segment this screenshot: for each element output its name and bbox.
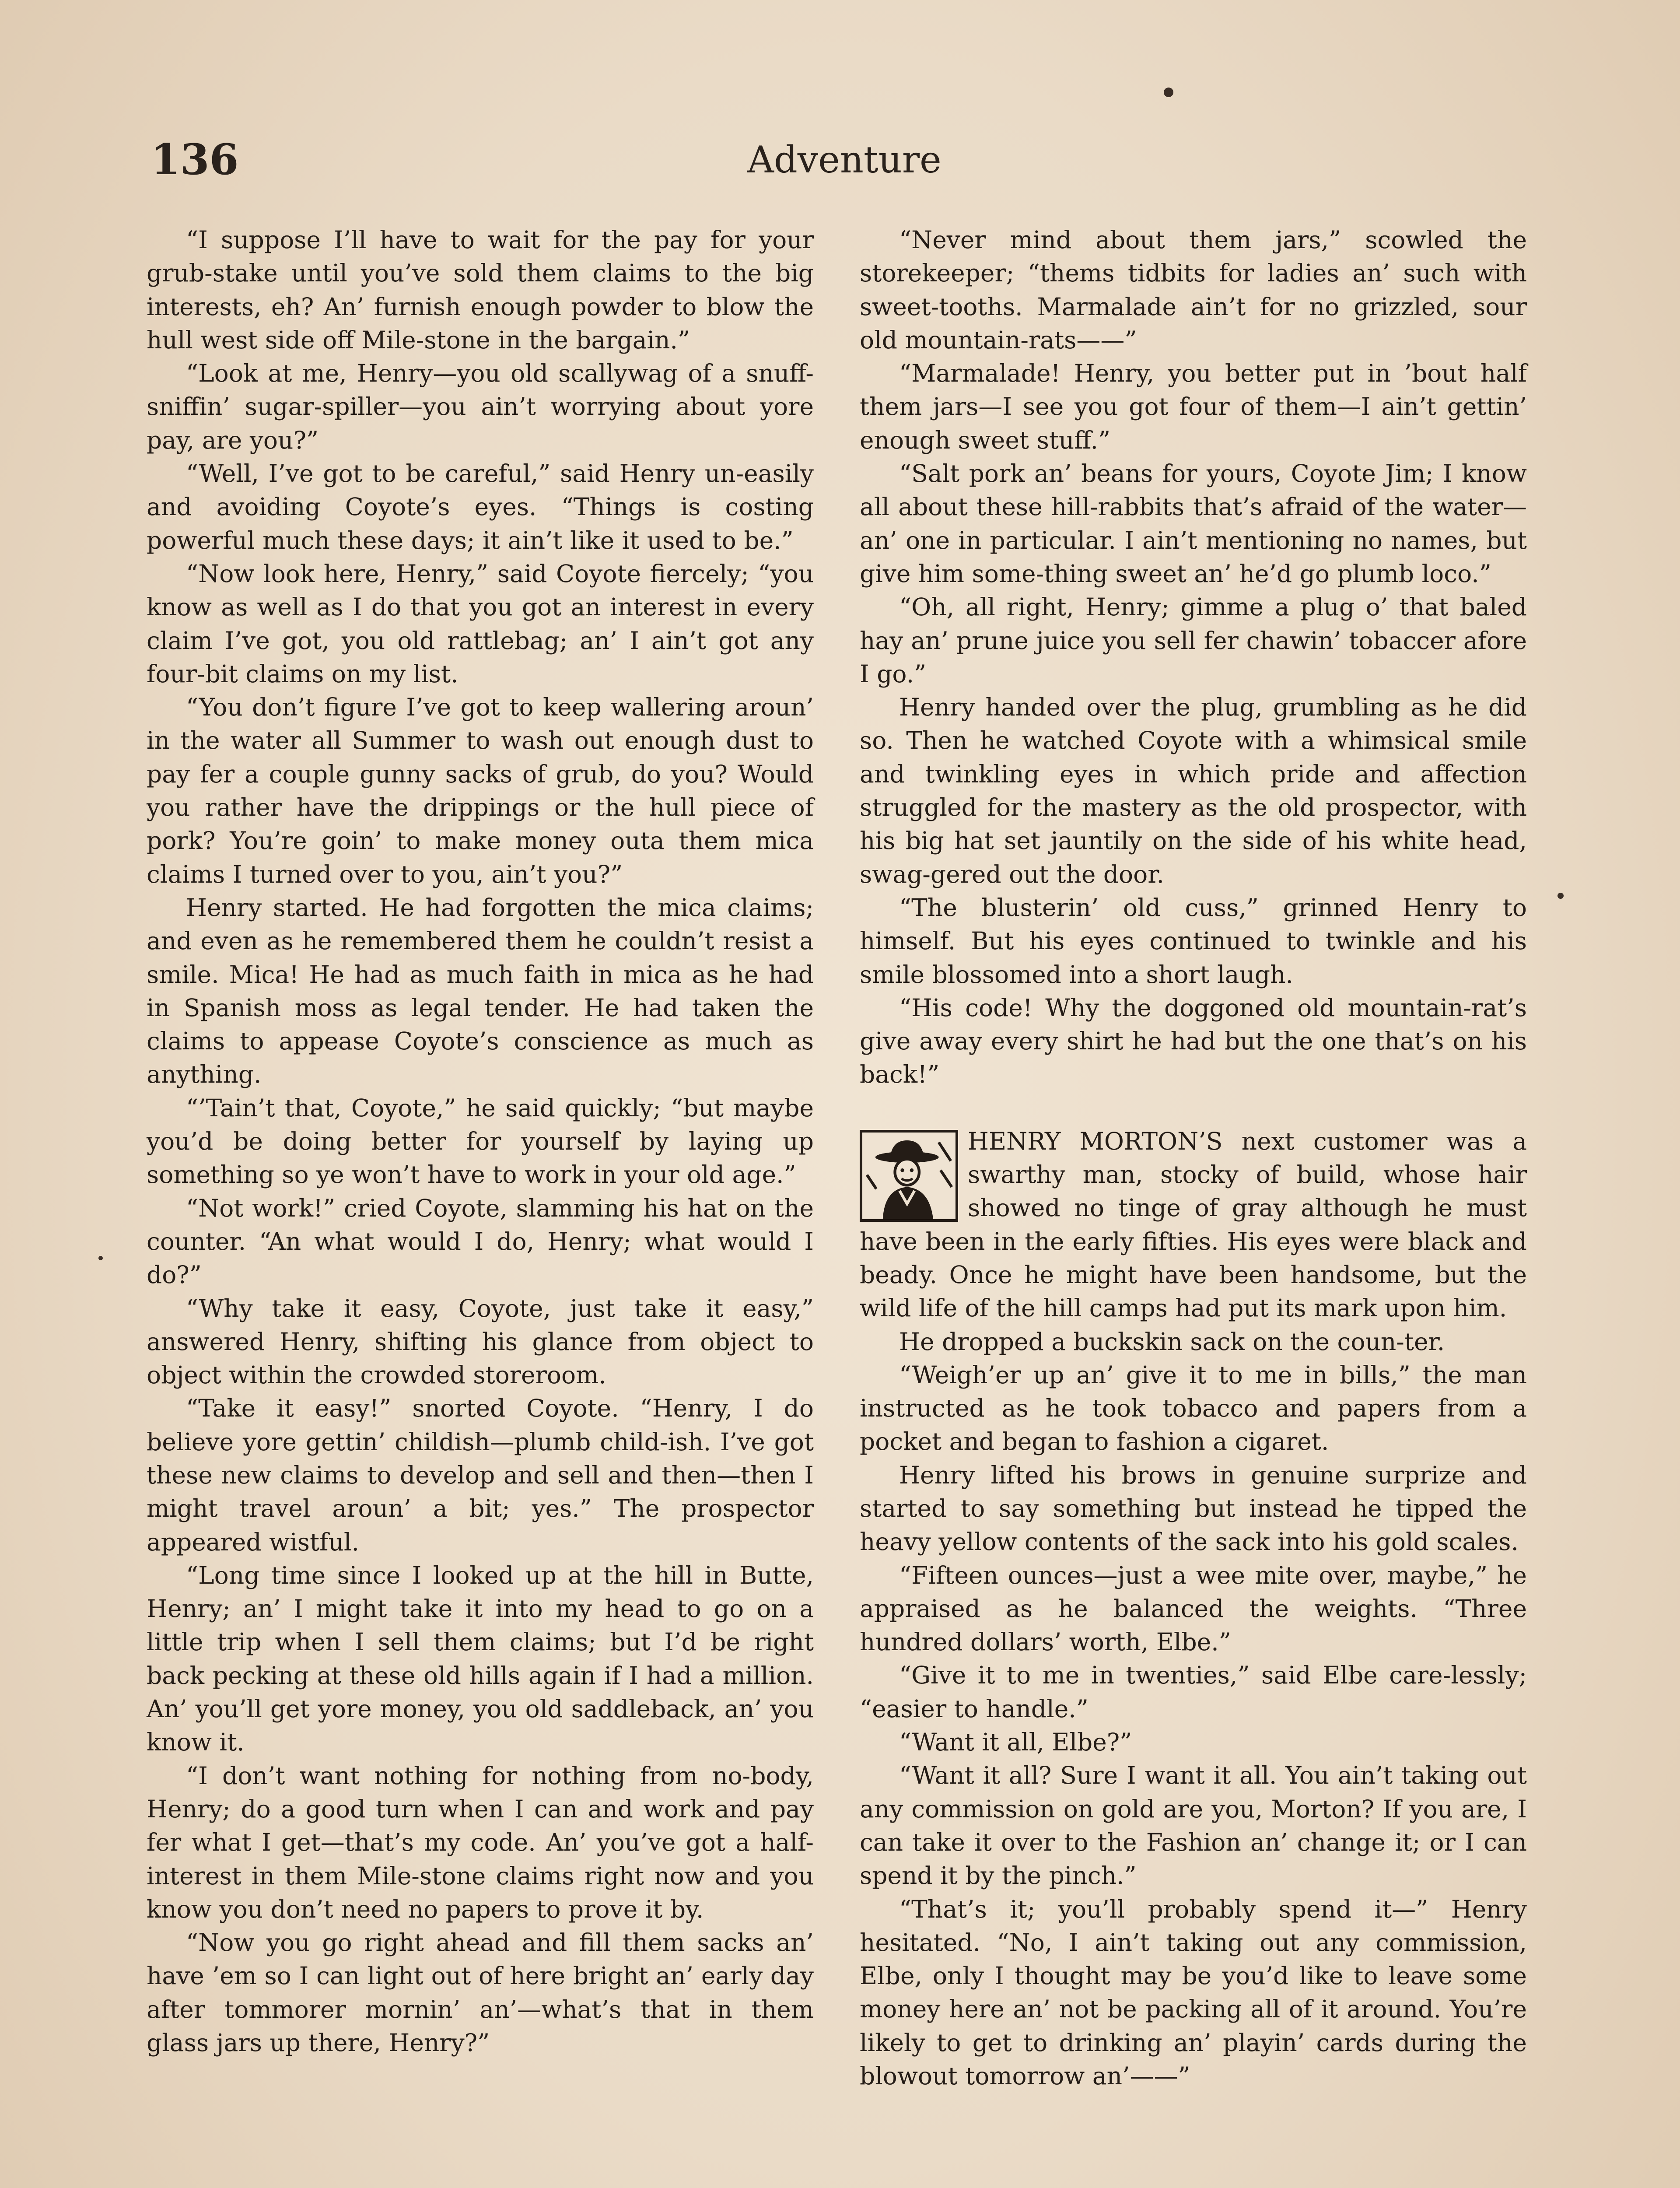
- right-column: [860, 223, 1527, 2093]
- paragraph: “I don’t want nothing for nothing from no-body, Henry; do a good turn when I can and work and pay fer what I get—that’s my code. An’ you’ve got a half-interest in them Mile-stone claims right now and you know you don’t need no papers to prove it by.: [147, 1761, 814, 1923]
- paragraph: “His code! Why the doggoned old mountain-rat’s give away every shirt he had but the one that’s on his back!”: [860, 993, 1527, 1089]
- paragraph: “Weigh’er up an’ give it to me in bills,” the man instructed as he took tobacco and papers from a pocket and began to fashion a cigaret.: [860, 1360, 1527, 1456]
- paragraph: Henry lifted his brows in genuine surprize and started to say something but instead he tipped the heavy yellow contents of the sack into his gold scales.: [860, 1461, 1527, 1556]
- paragraph: “Now look here, Henry,” said Coyote fiercely; “you know as well as I do that you got an interest in every claim I’ve got, you old rattlebag; an’ I ain’t got any four-bit claims on my list.: [147, 559, 814, 688]
- paragraph: “That’s it; you’ll probably spend it—” Henry hesitated. “No, I ain’t taking out any commission, Elbe, only I thought may be you’d like to leave some money here an’ not be packing all of it around. You’re likely to get to drinking an’ playin’ cards during the blowout tomorrow an’——”: [860, 1895, 1527, 2090]
- paragraph: “Want it all? Sure I want it all. You ain’t taking out any commission on gold are you, Morton? If you are, I can take it over to the Fashion an’ change it; or I can spend it by the pinch.”: [860, 1761, 1527, 1890]
- paragraph: “’Tain’t that, Coyote,” he said quickly; “but maybe you’d be doing better for yourself by laying up something so ye won’t have to work in your old age.”: [147, 1094, 814, 1189]
- cowboy-illustration-icon: [860, 1130, 958, 1222]
- paragraph: “The blusterin’ old cuss,” grinned Henry to himself. But his eyes continued to twinkle and his smile blossomed into a short laugh.: [860, 893, 1527, 989]
- paragraph: “Marmalade! Henry, you better put in ’bout half them jars—I see you got four of them—I ain’t gettin’ enough sweet stuff.”: [860, 359, 1527, 454]
- paragraph: Henry handed over the plug, grumbling as he did so. Then he watched Coyote with a whimsical smile and twinkling eyes in which pride and affection struggled for the mastery as the old prospector, with his big hat set jauntily on the side of his white head, swag-gered out the door.: [860, 693, 1527, 888]
- paragraph: “Long time since I looked up at the hill in Butte, Henry; an’ I might take it into my head to go on a little trip when I sell them claims; but I’d be right back pecking at these old hills again if I had a million. An’ you’ll get yore money, you old saddleback, an’ you know it.: [147, 1561, 814, 1757]
- paragraph: Henry started. He had forgotten the mica claims; and even as he remembered them he couldn’t resist a smile. Mica! He had as much faith in mica as he had in Spanish moss as legal tender. He had taken the claims to appease Coyote’s conscience as much as anything.: [147, 893, 814, 1089]
- paragraph: “I suppose I’ll have to wait for the pay for your grub-stake until you’ve sold them claims to the big interests, eh? An’ furnish enough powder to blow the hull west side off Mile-stone in the bargain.”: [147, 226, 814, 354]
- paragraph: He dropped a buckskin sack on the coun-ter.: [899, 1327, 1445, 1356]
- paper-speck: [1164, 88, 1173, 97]
- section-opening-paragraph: HENRY MORTON’S next customer was a swarthy man, stocky of build, whose hair showed no tinge of gray although he must have been in the early fifties. His eyes were black and beady. Once he might have been handsome, but the wild life of the hill camps had put its mark upon him.: [860, 1127, 1527, 1322]
- paragraph: “Well, I’ve got to be careful,” said Henry un-easily and avoiding Coyote’s eyes. “Things is costing powerful much these days; it ain’t like it used to be.”: [147, 459, 814, 554]
- paragraph: “Oh, all right, Henry; gimme a plug o’ that baled hay an’ prune juice you sell fer chawin’ tobaccer afore I go.”: [860, 593, 1527, 688]
- page-number: 136: [151, 135, 239, 184]
- paragraph: “Take it easy!” snorted Coyote. “Henry, I do believe yore gettin’ childish—plumb child-ish. I’ve got these new claims to develop and sell and then—then I might travel aroun’ a bit; yes.” The prospector appeared wistful.: [147, 1394, 814, 1556]
- paragraph: “Fifteen ounces—just a wee mite over, maybe,” he appraised as he balanced the weights. “Three hundred dollars’ worth, Elbe.”: [860, 1561, 1527, 1656]
- left-column: [147, 223, 814, 2059]
- section-break: [860, 1091, 1527, 1125]
- paragraph: “Never mind about them jars,” scowled the storekeeper; “thems tidbits for ladies an’ such with sweet-tooths. Marmalade ain’t for no grizzled, sour old mountain-rats——”: [860, 226, 1527, 354]
- paragraph: “You don’t figure I’ve got to keep wallering aroun’ in the water all Summer to wash out enough dust to pay fer a couple gunny sacks of grub, do you? Would you rather have the drippings or the hull piece of pork? You’re goin’ to make money outa them mica claims I turned over to you, ain’t you?”: [147, 693, 814, 888]
- paragraph: “Salt pork an’ beans for yours, Coyote Jim; I know all about these hill-rabbits that’s afraid of the water—an’ one in particular. I ain’t mentioning no names, but give him some-thing sweet an’ he’d go plumb loco.”: [860, 459, 1527, 588]
- page-header: [151, 127, 1538, 193]
- magazine-title: Adventure: [747, 138, 942, 181]
- paragraph: “Now you go right ahead and fill them sacks an’ have ’em so I can light out of here bright an’ early day after tommorer mornin’ an’—what’s that in them glass jars up there, Henry?”: [147, 1929, 814, 2057]
- paragraph: “Look at me, Henry—you old scallywag of a snuff-sniffin’ sugar-spiller—you ain’t worrying about yore pay, are you?”: [147, 359, 814, 454]
- cowboy-portrait-icon: [862, 1133, 956, 1219]
- paragraph: “Want it all, Elbe?”: [899, 1728, 1132, 1757]
- paper-speck: [98, 1256, 103, 1260]
- paragraph: “Give it to me in twenties,” said Elbe care-lessly; “easier to handle.”: [860, 1661, 1527, 1723]
- paragraph: “Not work!” cried Coyote, slamming his hat on the counter. “An what would I do, Henry; what would I do?”: [147, 1194, 814, 1289]
- paragraph: “Why take it easy, Coyote, just take it easy,” answered Henry, shifting his glance from object to object within the crowded storeroom.: [147, 1294, 814, 1389]
- paper-speck: [1558, 893, 1564, 899]
